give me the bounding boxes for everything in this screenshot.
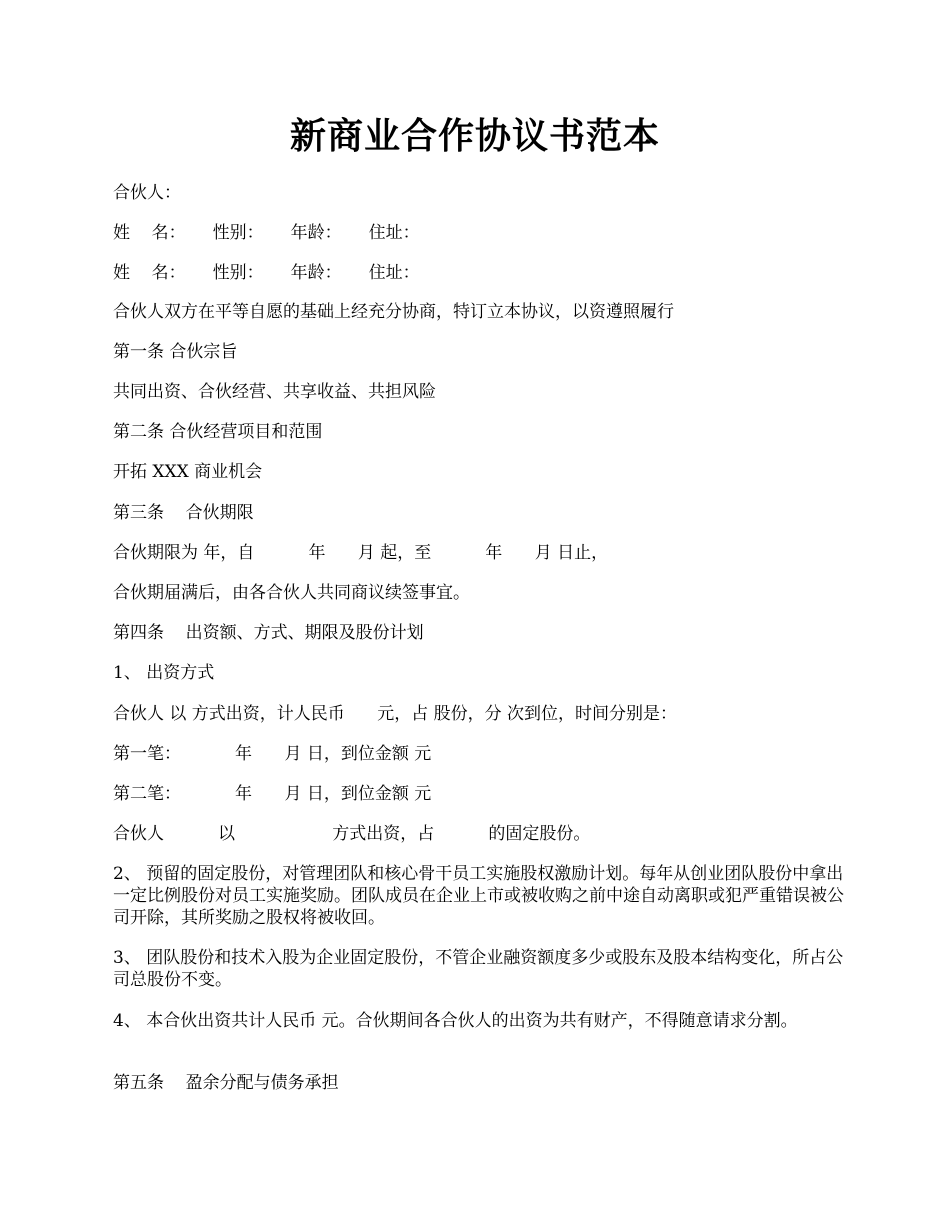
article-4-heading: 第四条 出资额、方式、期限及股份计划: [113, 623, 424, 643]
article-3-renewal-line: 合伙期届满后，由各合伙人共同商议续签事宜。: [113, 583, 470, 603]
article-2-heading: 第二条 合伙经营项目和范围: [113, 422, 323, 442]
partner-heading: 合伙人：: [113, 183, 181, 203]
article-3-term-line: 合伙期限为 年，自 年 月 起，至 年 月 日止，: [113, 543, 609, 563]
first-installment-line: 第一笔： 年 月 日，到位金额 元: [113, 744, 432, 764]
article-3-heading: 第三条 合伙期限: [113, 503, 254, 523]
article-1-text: 共同出资、合伙经营、共享收益、共担风险: [113, 382, 436, 402]
article-1-heading: 第一条 合伙宗旨: [113, 342, 238, 362]
agreement-intro: 合伙人双方在平等自愿的基础上经充分协商，特订立本协议，以资遵照履行: [113, 302, 674, 322]
partner-info-line-1: 姓 名： 性别： 年龄： 住址：: [113, 223, 420, 243]
article-4-item-4: 4、 本合伙出资共计人民币 元。合伙期间各合伙人的出资为共有财产，不得随意请求分割。: [113, 1011, 798, 1031]
article-2-text: 开拓 XXX 商业机会: [113, 462, 263, 482]
article-5-heading: 第五条 盈余分配与债务承担: [113, 1073, 339, 1093]
second-installment-line: 第二笔： 年 月 日，到位金额 元: [113, 784, 432, 804]
partner-info-line-2: 姓 名： 性别： 年龄： 住址：: [113, 263, 420, 283]
document-title: 新商业合作协议书范本: [289, 115, 660, 157]
article-4-item-2: 2、 预留的固定股份，对管理团队和核心骨干员工实施股权激励计划。每年从创业团队股份中拿出一定比例股份对员工实施奖励。团队成员在企业上市或被收购之前中途自动离职或犯严重错误被公司开除，其所奖励之股权将被收回。: [113, 864, 844, 928]
article-4-item-3: 3、 团队股份和技术入股为企业固定股份，不管企业融资额度多少或股东及股本结构变化，所占公司总股份不变。: [113, 948, 844, 990]
article-4-item-1-heading: 1、 出资方式: [113, 663, 215, 683]
contribution-method-line: 合伙人 以 方式出资，计人民币 元，占 股份，分 次到位，时间分别是：: [113, 704, 678, 724]
fixed-share-line: 合伙人 以 方式出资，占 的固定股份。: [113, 824, 591, 844]
